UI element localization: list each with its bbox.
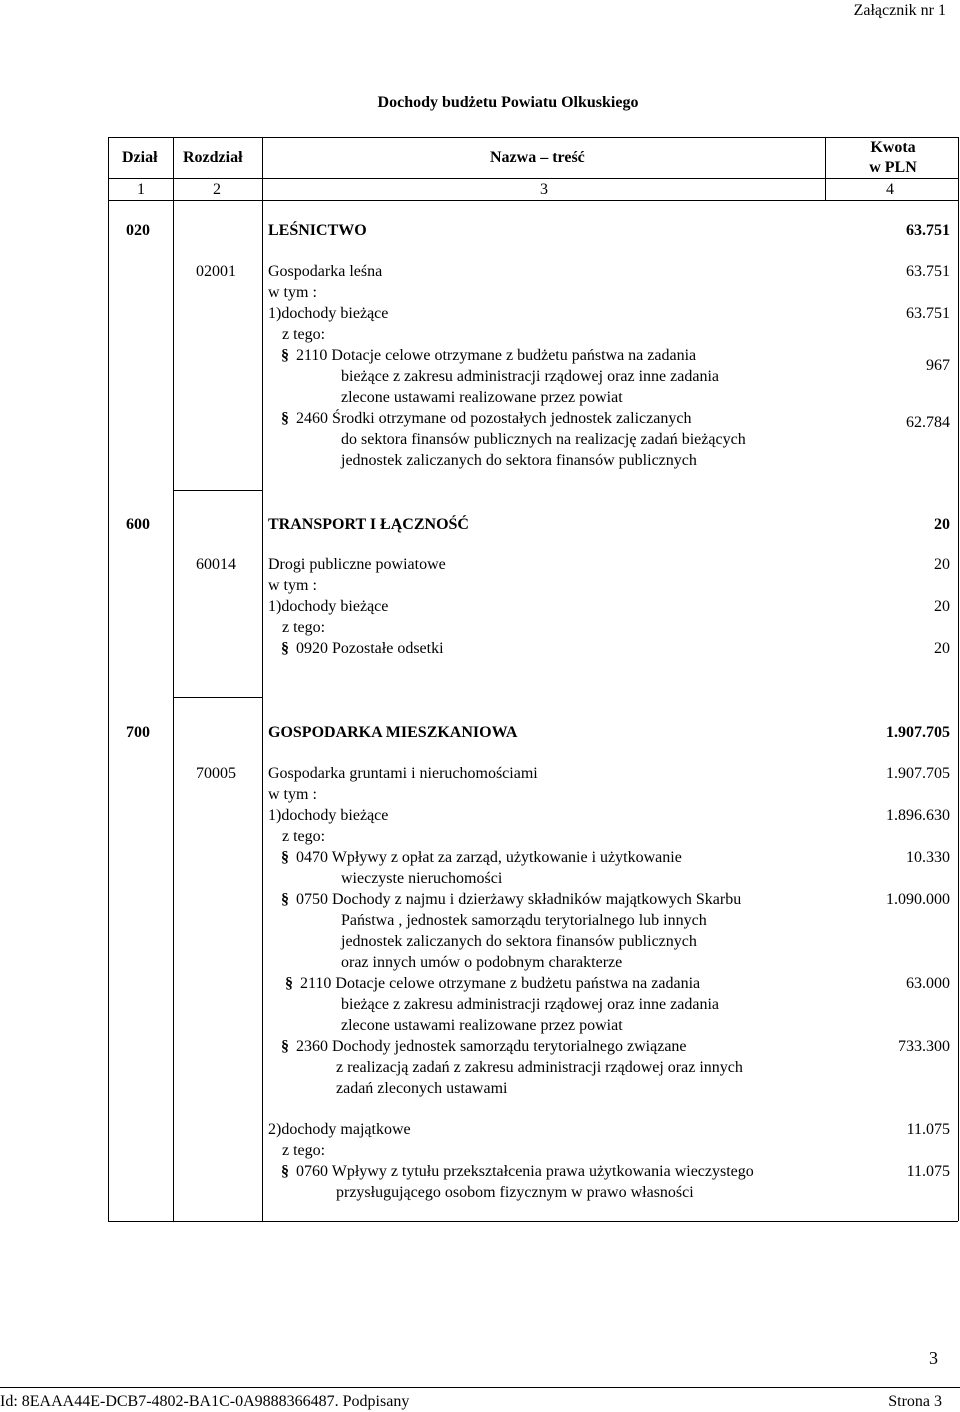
paragraph-line: do sektora finansów publicznych na realizację zadań bieżących bbox=[341, 431, 746, 448]
section-divider bbox=[173, 697, 262, 698]
paragraph-amount: 62.784 bbox=[906, 414, 950, 431]
paragraph-amount: 733.300 bbox=[898, 1038, 950, 1055]
footer-divider bbox=[0, 1387, 960, 1388]
z-tego-label: z tego: bbox=[282, 1142, 326, 1159]
dochody-majatkowe-label: 2)dochody majątkowe bbox=[268, 1121, 411, 1138]
dochody-majatkowe-amount: 11.075 bbox=[906, 1121, 950, 1138]
dochody-biezace-label: 1)dochody bieżące bbox=[268, 305, 389, 322]
page-label: Strona 3 bbox=[888, 1393, 942, 1410]
table-right-border bbox=[958, 137, 959, 1221]
paragraph-amount: 10.330 bbox=[906, 849, 950, 866]
paragraph-line: oraz innych umów o podobnym charakterze bbox=[341, 954, 623, 971]
col-header-dzial: Dział bbox=[122, 149, 158, 166]
table-bottom-border bbox=[108, 1221, 958, 1222]
paragraph-line: bieżące z zakresu administracji rządowej oraz inne zadania bbox=[341, 368, 720, 385]
section-sign-icon: § bbox=[281, 1038, 289, 1055]
dzial-amount: 63.751 bbox=[906, 222, 950, 239]
header-divider bbox=[108, 178, 958, 179]
z-tego-label: z tego: bbox=[282, 326, 326, 343]
paragraph-line: 0470 Wpływy z opłat za zarząd, użytkowanie i użytkowanie bbox=[296, 849, 682, 866]
table-top-border bbox=[108, 137, 958, 138]
paragraph-amount: 1.090.000 bbox=[886, 891, 950, 908]
z-tego-label: z tego: bbox=[282, 619, 326, 636]
col-divider-rozdzial bbox=[262, 137, 263, 1221]
col-number-1: 1 bbox=[137, 181, 145, 198]
rozdzial-code: 60014 bbox=[196, 556, 236, 573]
paragraph-line: 0750 Dochody z najmu i dzierżawy składników majątkowych Skarbu bbox=[296, 891, 742, 908]
rozdzial-name: Drogi publiczne powiatowe bbox=[268, 556, 446, 573]
dzial-amount: 1.907.705 bbox=[886, 724, 950, 741]
section-sign-icon: § bbox=[285, 975, 293, 992]
dochody-biezace-label: 1)dochody bieżące bbox=[268, 598, 389, 615]
document-id: Id: 8EAAA44E-DCB7-4802-BA1C-0A9888366487. Podpisany bbox=[0, 1393, 410, 1410]
w-tym-label: w tym : bbox=[268, 577, 317, 594]
paragraph-line: 2360 Dochody jednostek samorządu terytorialnego związane bbox=[296, 1038, 687, 1055]
paragraph-line: jednostek zaliczanych do sektora finansów publicznych bbox=[341, 933, 697, 950]
paragraph-amount: 967 bbox=[926, 357, 950, 374]
col-header-kwota-unit: w PLN bbox=[869, 159, 917, 176]
paragraph-line: bieżące z zakresu administracji rządowej oraz inne zadania bbox=[341, 996, 720, 1013]
numbering-divider bbox=[108, 200, 958, 201]
section-sign-icon: § bbox=[281, 640, 289, 657]
col-header-rozdzial: Rozdział bbox=[183, 149, 243, 166]
paragraph-line: zlecone ustawami realizowane przez powiat bbox=[341, 389, 623, 406]
w-tym-label: w tym : bbox=[268, 284, 317, 301]
col-number-4: 4 bbox=[886, 181, 894, 198]
dochody-biezace-amount: 20 bbox=[934, 598, 950, 615]
section-divider bbox=[173, 490, 262, 491]
col-header-kwota: Kwota bbox=[870, 139, 916, 156]
paragraph-line: z realizacją zadań z zakresu administracji rządowej oraz innych bbox=[336, 1059, 743, 1076]
dzial-name: TRANSPORT I ŁĄCZNOŚĆ bbox=[268, 516, 469, 533]
dzial-code: 700 bbox=[126, 724, 150, 741]
attachment-label: Załącznik nr 1 bbox=[853, 2, 946, 19]
rozdzial-code: 70005 bbox=[196, 765, 236, 782]
section-sign-icon: § bbox=[281, 849, 289, 866]
col-divider-nazwa-header bbox=[825, 137, 826, 200]
section-sign-icon: § bbox=[281, 891, 289, 908]
paragraph-line: Państwa , jednostek samorządu terytorialnego lub innych bbox=[341, 912, 707, 929]
dzial-name: LEŚNICTWO bbox=[268, 222, 367, 239]
section-sign-icon: § bbox=[281, 1163, 289, 1180]
section-sign-icon: § bbox=[281, 410, 289, 427]
paragraph-line: jednostek zaliczanych do sektora finansów publicznych bbox=[341, 452, 697, 469]
col-number-3: 3 bbox=[540, 181, 548, 198]
dzial-code: 600 bbox=[126, 516, 150, 533]
paragraph-line: zadań zleconych ustawami bbox=[336, 1080, 508, 1097]
table-left-border bbox=[108, 137, 109, 1221]
dzial-name: GOSPODARKA MIESZKANIOWA bbox=[268, 724, 518, 741]
dzial-code: 020 bbox=[126, 222, 150, 239]
dzial-amount: 20 bbox=[934, 516, 950, 533]
rozdzial-amount: 63.751 bbox=[906, 263, 950, 280]
paragraph-line: zlecone ustawami realizowane przez powiat bbox=[341, 1017, 623, 1034]
col-number-2: 2 bbox=[213, 181, 221, 198]
paragraph-line: przysługującego osobom fizycznym w prawo własności bbox=[336, 1184, 694, 1201]
paragraph-line: 0760 Wpływy z tytułu przekształcenia prawa użytkowania wieczystego bbox=[296, 1163, 754, 1180]
rozdzial-name: Gospodarka leśna bbox=[268, 263, 383, 280]
rozdzial-amount: 20 bbox=[934, 556, 950, 573]
dochody-biezace-amount: 1.896.630 bbox=[886, 807, 950, 824]
paragraph-amount: 20 bbox=[934, 640, 950, 657]
document-title: Dochody budżetu Powiatu Olkuskiego bbox=[377, 94, 639, 111]
paragraph-line: 2110 Dotacje celowe otrzymane z budżetu państwa na zadania bbox=[300, 975, 701, 992]
paragraph-line: 0920 Pozostałe odsetki bbox=[296, 640, 444, 657]
rozdzial-amount: 1.907.705 bbox=[886, 765, 950, 782]
w-tym-label: w tym : bbox=[268, 786, 317, 803]
paragraph-line: wieczyste nieruchomości bbox=[341, 870, 503, 887]
section-sign-icon: § bbox=[281, 347, 289, 364]
col-header-nazwa: Nazwa – treść bbox=[490, 149, 585, 166]
paragraph-line: 2460 Środki otrzymane od pozostałych jednostek zaliczanych bbox=[296, 410, 692, 427]
page-number: 3 bbox=[929, 1348, 938, 1368]
rozdzial-code: 02001 bbox=[196, 263, 236, 280]
dochody-biezace-amount: 63.751 bbox=[906, 305, 950, 322]
rozdzial-name: Gospodarka gruntami i nieruchomościami bbox=[268, 765, 538, 782]
col-divider-dzial bbox=[173, 137, 174, 1221]
paragraph-line: 2110 Dotacje celowe otrzymane z budżetu państwa na zadania bbox=[296, 347, 697, 364]
paragraph-amount: 11.075 bbox=[906, 1163, 950, 1180]
dochody-biezace-label: 1)dochody bieżące bbox=[268, 807, 389, 824]
paragraph-amount: 63.000 bbox=[906, 975, 950, 992]
z-tego-label: z tego: bbox=[282, 828, 326, 845]
